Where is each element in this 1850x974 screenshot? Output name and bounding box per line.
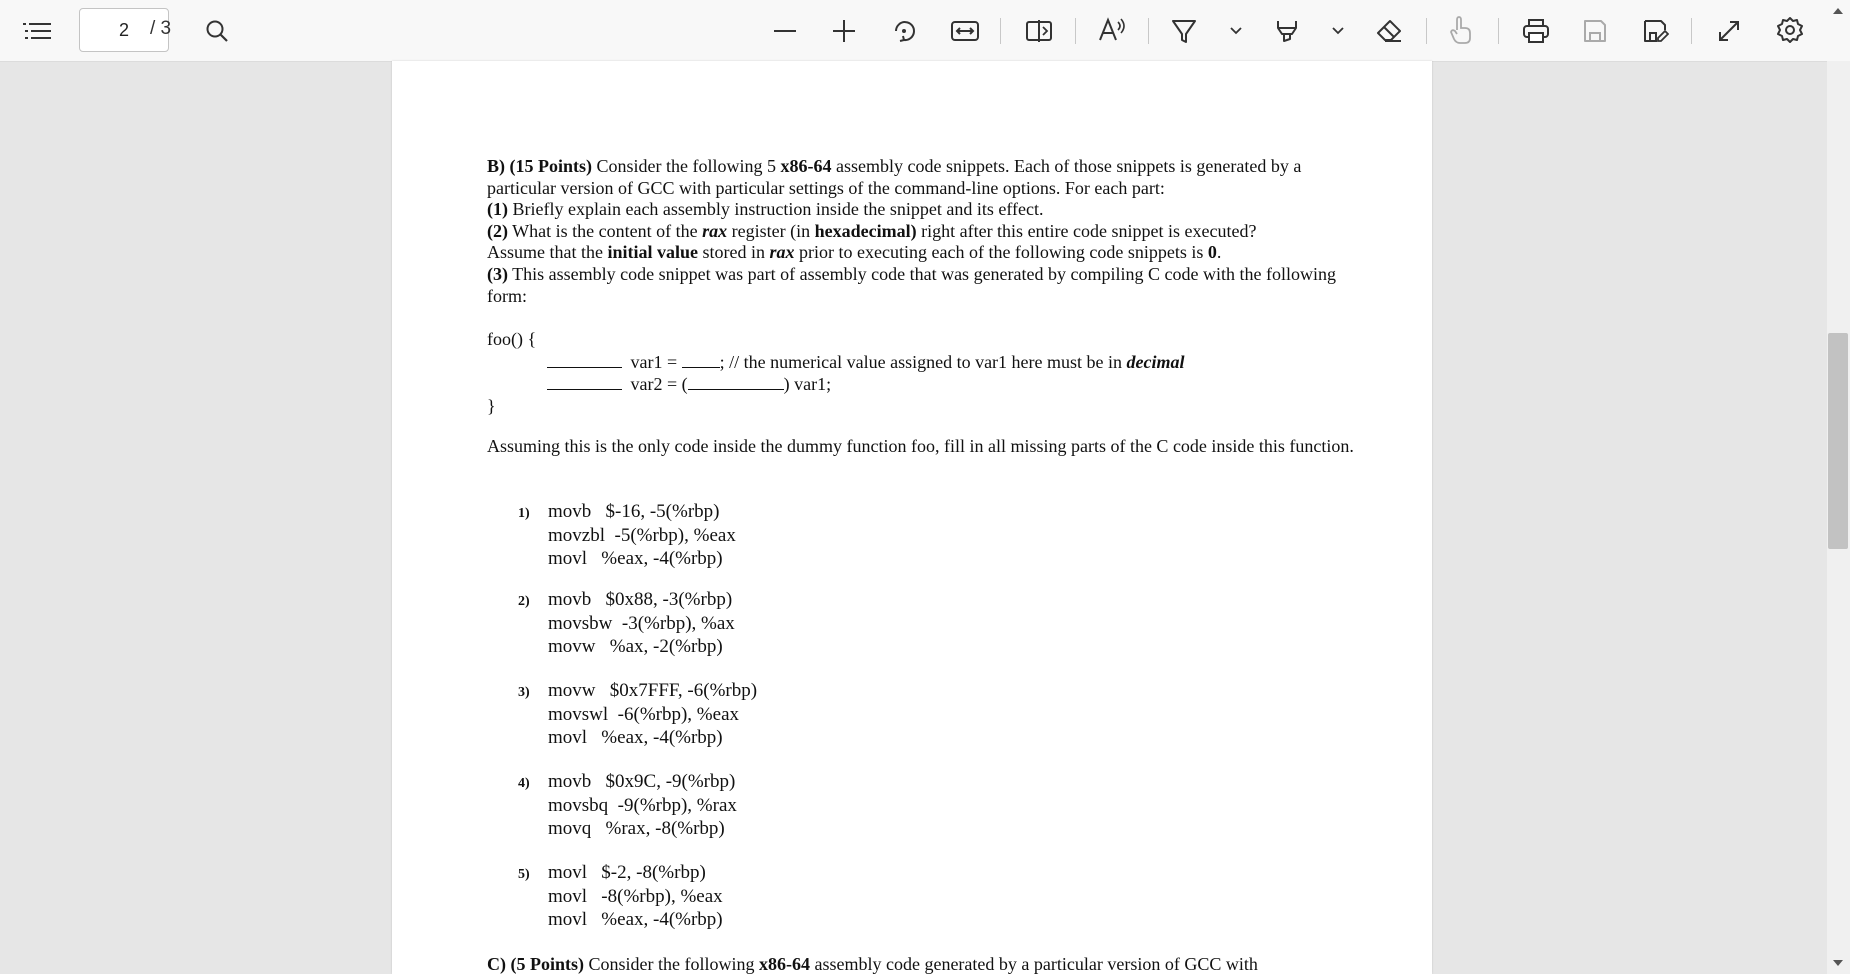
fit-width-icon[interactable] <box>948 16 982 46</box>
snippet-line: movq %rax, -8(%rbp) <box>548 818 725 839</box>
zoom-in-icon[interactable] <box>829 16 859 46</box>
scroll-up-icon[interactable] <box>1828 3 1848 19</box>
snippet-line: movl $-2, -8(%rbp) <box>548 862 706 883</box>
snippet-line: movl -8(%rbp), %eax <box>548 885 723 907</box>
save-as-icon[interactable] <box>1640 16 1672 46</box>
search-icon[interactable] <box>202 16 232 46</box>
blank-type2 <box>547 373 622 390</box>
save-icon <box>1580 16 1610 46</box>
touch-icon <box>1446 14 1476 46</box>
snippet-line: movb $-16, -5(%rbp) <box>548 501 720 522</box>
part-c-heading: C) (5 Points) Consider the following x86-64 assembly code generated by a particular version of GCC with <box>487 954 1258 974</box>
contents-icon[interactable] <box>20 18 54 44</box>
settings-icon[interactable] <box>1774 14 1806 46</box>
snippet-line: movb $0x9C, -9(%rbp) <box>548 771 736 792</box>
page-number-input[interactable]: 2 <box>79 8 169 52</box>
snippet-line: movzbl -5(%rbp), %eax <box>548 524 736 546</box>
chevron-down-icon[interactable] <box>1226 20 1246 42</box>
highlight-icon[interactable] <box>1272 16 1302 46</box>
blank-value <box>682 351 720 368</box>
snippet-line: movb $0x88, -3(%rbp) <box>548 589 733 610</box>
pdf-page: B) (15 Points) Consider the following 5 x86-64 assembly code snippets. Each of those snippets is generated by a particular version of GCC with particular settings of the command-line options. For each part: (1) Briefly explain each assembly instruction inside the snippet and its effect. (2) What is the content of the rax register (in hexadecimal) right after this entire code snippet is executed? Assume that the initial value stored in rax prior to executing each of the following code snippets is 0. (3) This assembly code snippet was part of assembly code that was generated by compiling C code with the following form: foo() { var1 = ; // the numerical value assigned to var1 here must be in decimal var2 = ( ) var1; } Assuming this is the only code inside the dummy function foo, fill in all missing parts of the C code inside this function. 1) movb $-16, -5(%rbp) movzbl -5(%rbp), %eax movl %eax, -4(%rbp) 2) movb $0x88, -3(%rbp) movsbw -3(%rbp), %ax movw %ax, -2(%rbp) 3) movw $0x7FFF, -6(%rbp) movswl -6(%rbp), %eax movl %eax, -4(%rbp) 4) movb $0x9C, -9(%rbp) movsbq -9(%rbp), %rax movq %rax, -8(%rbp) 5) movl $-2, -8(%rbp) movl -8(%rbp), %eax movl %eax, -4(%rbp) C) (5 Points) Consider the following x86-64 assembly code generated by a particular version of GCC with <box>392 61 1432 974</box>
snippet-line: movsbw -3(%rbp), %ax <box>548 612 735 634</box>
c-code-template: foo() { var1 = ; // the numerical value assigned to var1 here must be in decimal var2 = ( ) var1; } <box>487 329 1185 416</box>
erase-icon[interactable] <box>1374 16 1404 46</box>
print-icon[interactable] <box>1520 16 1552 46</box>
toolbar-divider <box>1498 18 1499 44</box>
draw-icon[interactable] <box>1169 16 1199 46</box>
fullscreen-icon[interactable] <box>1714 16 1744 46</box>
scroll-down-icon[interactable] <box>1828 955 1848 971</box>
snippet-line: movsbq -9(%rbp), %rax <box>548 794 737 816</box>
zoom-out-icon[interactable] <box>770 16 800 46</box>
total-pages: / 3 <box>150 18 172 39</box>
rotate-icon[interactable] <box>888 16 920 46</box>
blank-cast <box>688 373 784 390</box>
snippet-line: movswl -6(%rbp), %eax <box>548 703 740 725</box>
snippet-line: movw $0x7FFF, -6(%rbp) <box>548 680 758 701</box>
toolbar-divider <box>1426 18 1427 44</box>
toolbar-divider <box>1000 18 1001 44</box>
snippet-line: movl %eax, -4(%rbp) <box>548 548 723 569</box>
blank-type1 <box>547 351 622 368</box>
snippet-line: movw %ax, -2(%rbp) <box>548 636 723 657</box>
snippet-line: movl %eax, -4(%rbp) <box>548 727 723 748</box>
pdf-toolbar <box>0 0 1850 62</box>
snippet-line: movl %eax, -4(%rbp) <box>548 909 723 930</box>
toolbar-divider <box>1148 18 1149 44</box>
part-b-instructions: B) (15 Points) Consider the following 5 x86-64 assembly code snippets. Each of those snippets is generated by a particular version of GCC with particular settings of the command-line options. For each part: (1) Briefly explain each assembly instruction inside the snippet and its effect. (2) What is the content of the rax register (in hexadecimal) right after this entire code snippet is executed? Assume that the initial value stored in rax prior to executing each of the following code snippets is 0. (3) This assembly code snippet was part of assembly code that was generated by compiling C code with the following form: <box>487 156 1336 306</box>
part-b-heading: B) (15 Points) <box>487 156 592 176</box>
read-aloud-icon[interactable] <box>1096 14 1130 46</box>
page-view-icon[interactable] <box>1022 16 1056 46</box>
toolbar-divider <box>1691 18 1692 44</box>
assumption-text: Assuming this is the only code inside the dummy function foo, fill in all missing parts of the C code inside this function. <box>487 436 1354 456</box>
scrollbar-thumb[interactable] <box>1828 333 1848 549</box>
chevron-down-icon[interactable] <box>1328 20 1348 42</box>
toolbar-divider <box>1075 18 1076 44</box>
